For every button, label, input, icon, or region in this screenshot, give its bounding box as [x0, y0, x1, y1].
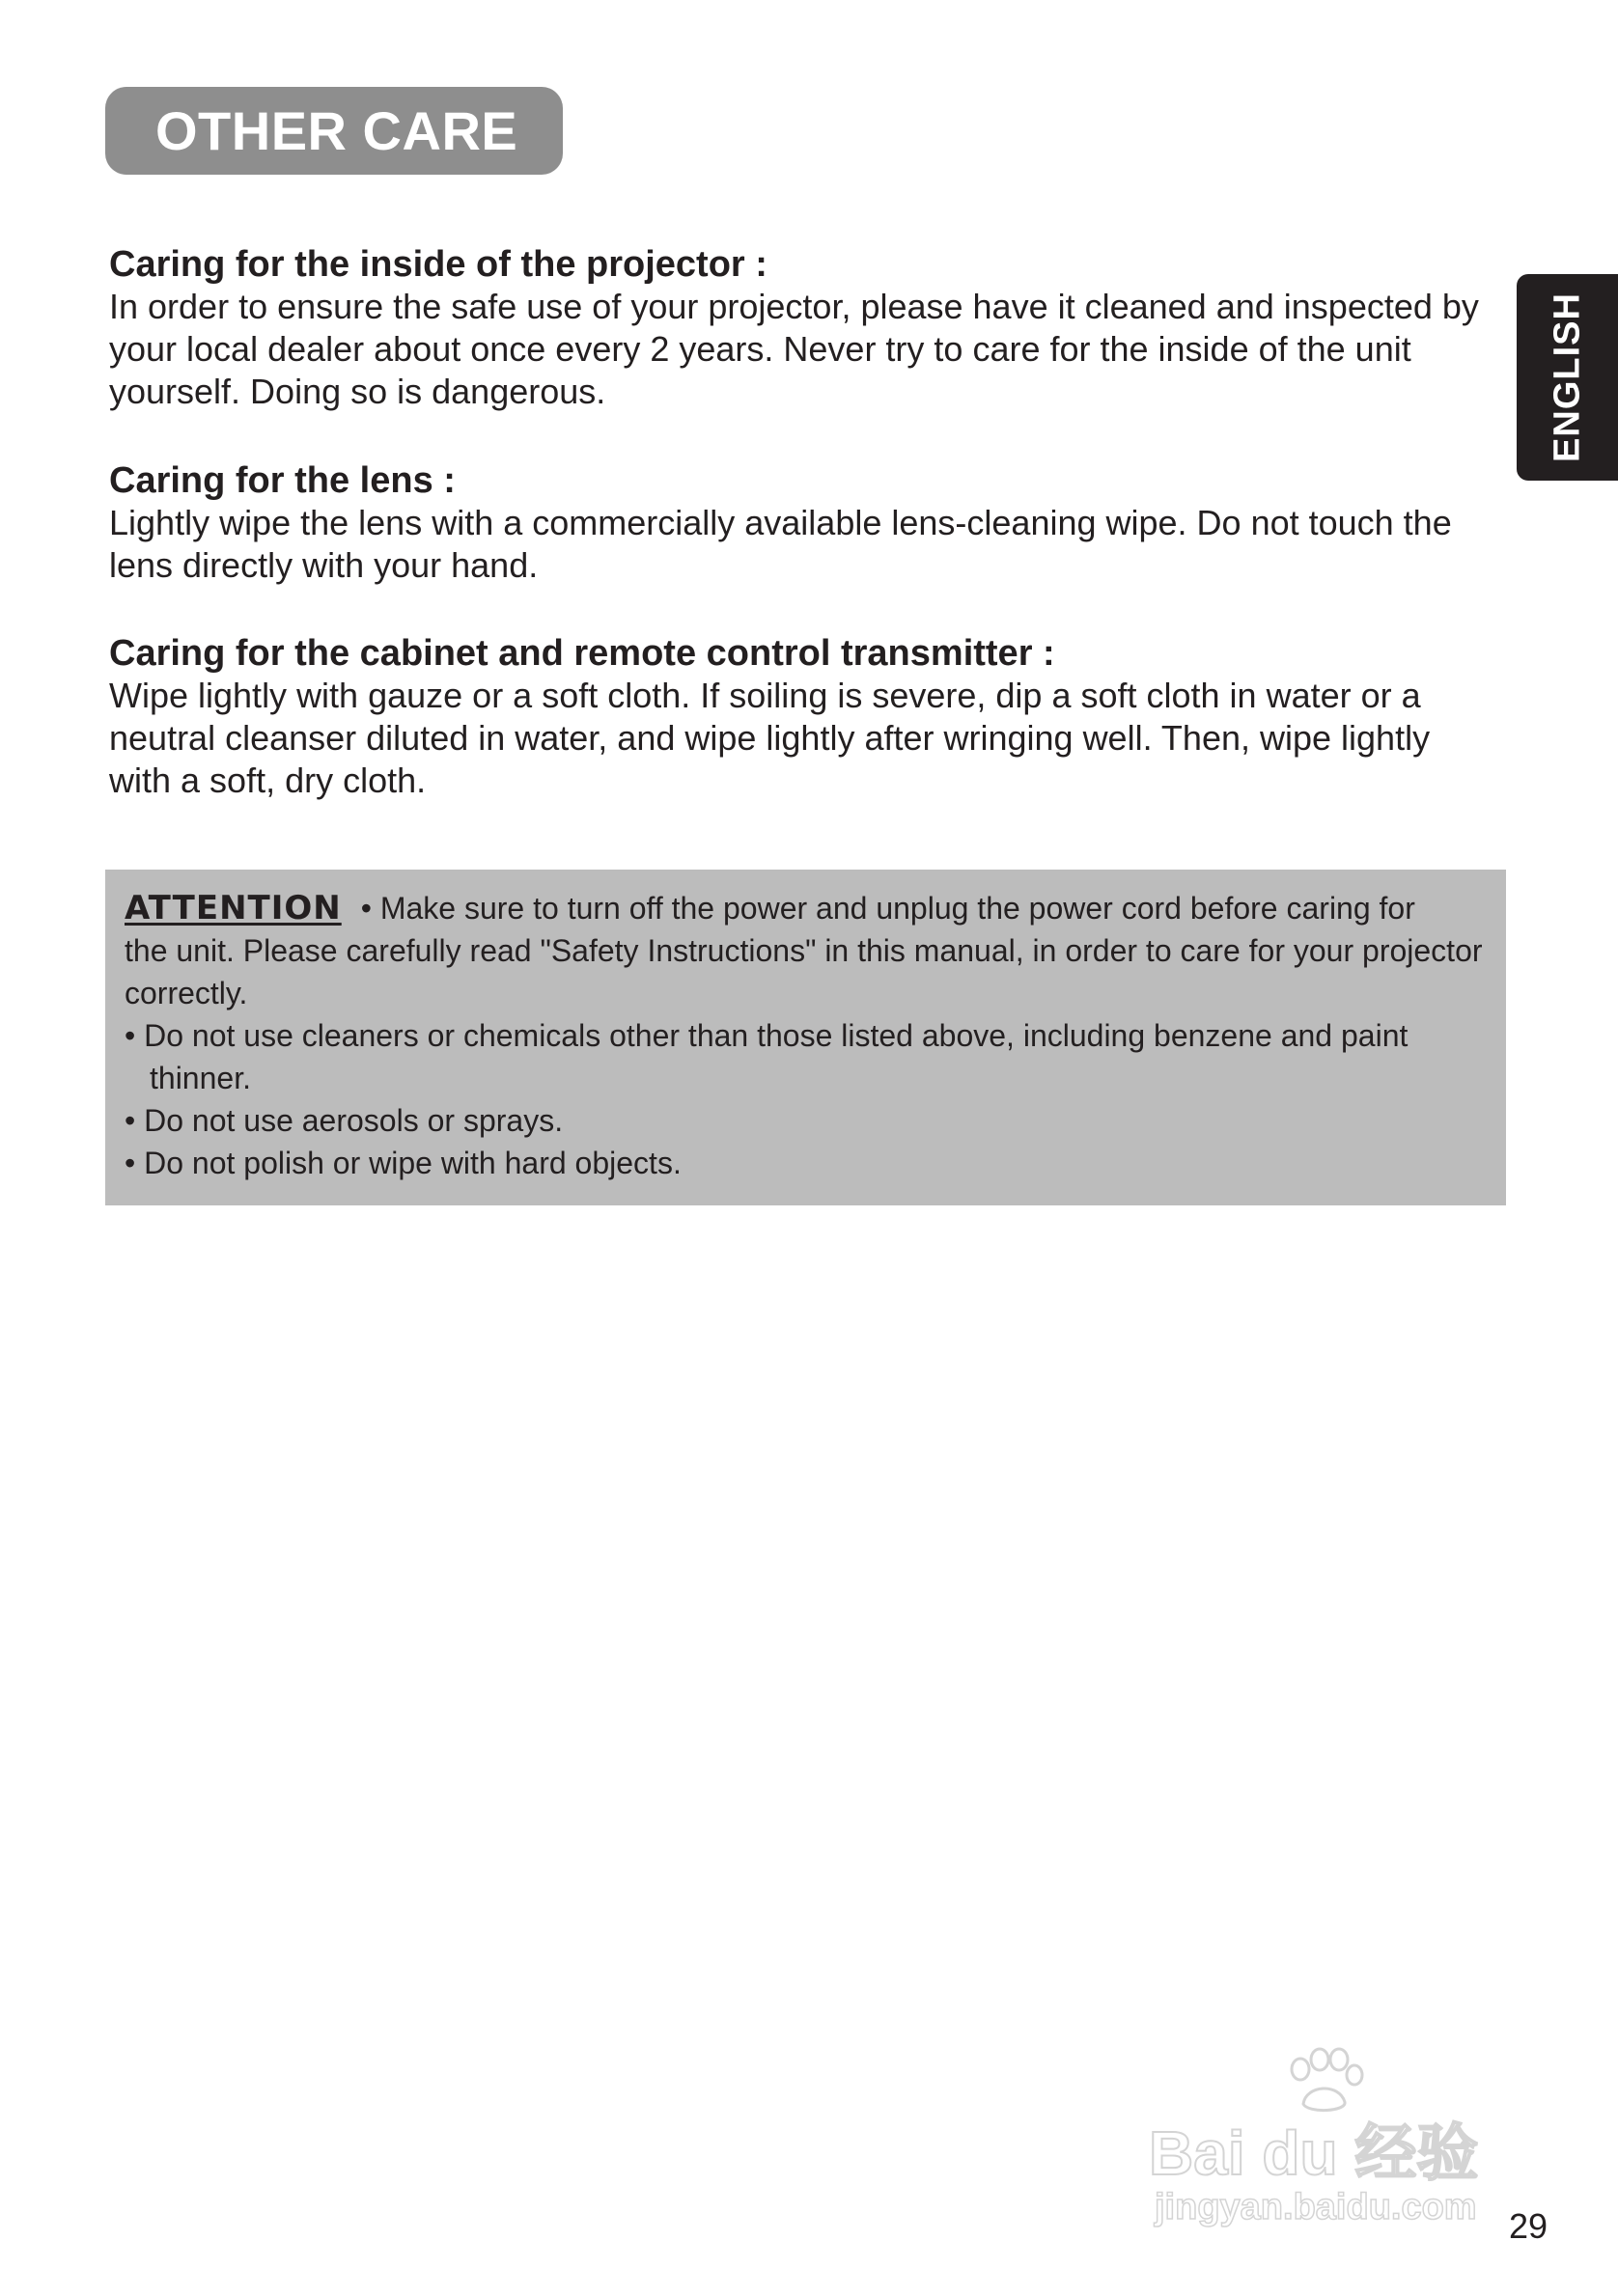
baidu-watermark	[1149, 2046, 1516, 2239]
attention-intro	[125, 887, 1487, 929]
attention-intro-line2: the unit. Please carefully read "Safety Instructions" in this manual, in order to care for your projector	[125, 933, 1483, 968]
attention-bullet: • Do not use aerosols or sprays.	[125, 1103, 564, 1138]
watermark-brand: Bai du 经验	[1149, 2118, 1479, 2188]
page-title: OTHER CARE	[155, 99, 518, 161]
section-heading: Caring for the lens :	[109, 460, 456, 501]
attention-bullet: • Do not use cleaners or chemicals other than those listed above, including benzene and paint thinner.	[125, 1018, 1409, 1095]
attention-intro-line1: • Make sure to turn off the power and unplug the power cord before caring for	[360, 891, 1415, 926]
attention-label: ATTENTION	[125, 889, 342, 927]
attention-bullet: • Do not polish or wipe with hard objects.	[125, 1146, 682, 1180]
page-number: 29	[1509, 2206, 1548, 2246]
watermark-url: jingyan.baidu.com	[1155, 2187, 1477, 2227]
body-line: with a soft, dry cloth.	[109, 761, 427, 800]
page-title-banner	[105, 87, 563, 175]
language-tab	[1517, 274, 1618, 481]
body-line: neutral cleanser diluted in water, and wipe lightly after wringing well. Then, wipe lightly	[109, 718, 1431, 758]
body-line: lens directly with your hand.	[109, 545, 539, 585]
section-inside-projector	[109, 243, 1509, 413]
attention-box	[105, 870, 1506, 1205]
body-line: your local dealer about once every 2 years. Never try to care for the inside of the unit	[109, 329, 1411, 369]
attention-intro-line3: correctly.	[125, 976, 248, 1010]
body-line: Lightly wipe the lens with a commercially available lens-cleaning wipe. Do not touch the	[109, 503, 1452, 542]
language-tab-label: ENGLISH	[1547, 292, 1587, 462]
section-heading: Caring for the inside of the projector :	[109, 244, 767, 285]
body-line: Wipe lightly with gauze or a soft cloth. If soiling is severe, dip a soft cloth in water or a	[109, 676, 1421, 715]
section-heading: Caring for the cabinet and remote control transmitter :	[109, 633, 1055, 674]
section-cabinet-remote	[109, 632, 1509, 802]
body-line: yourself. Doing so is dangerous.	[109, 372, 606, 411]
body-line: In order to ensure the safe use of your projector, please have it cleaned and inspected by	[109, 287, 1479, 326]
section-lens	[109, 459, 1509, 587]
